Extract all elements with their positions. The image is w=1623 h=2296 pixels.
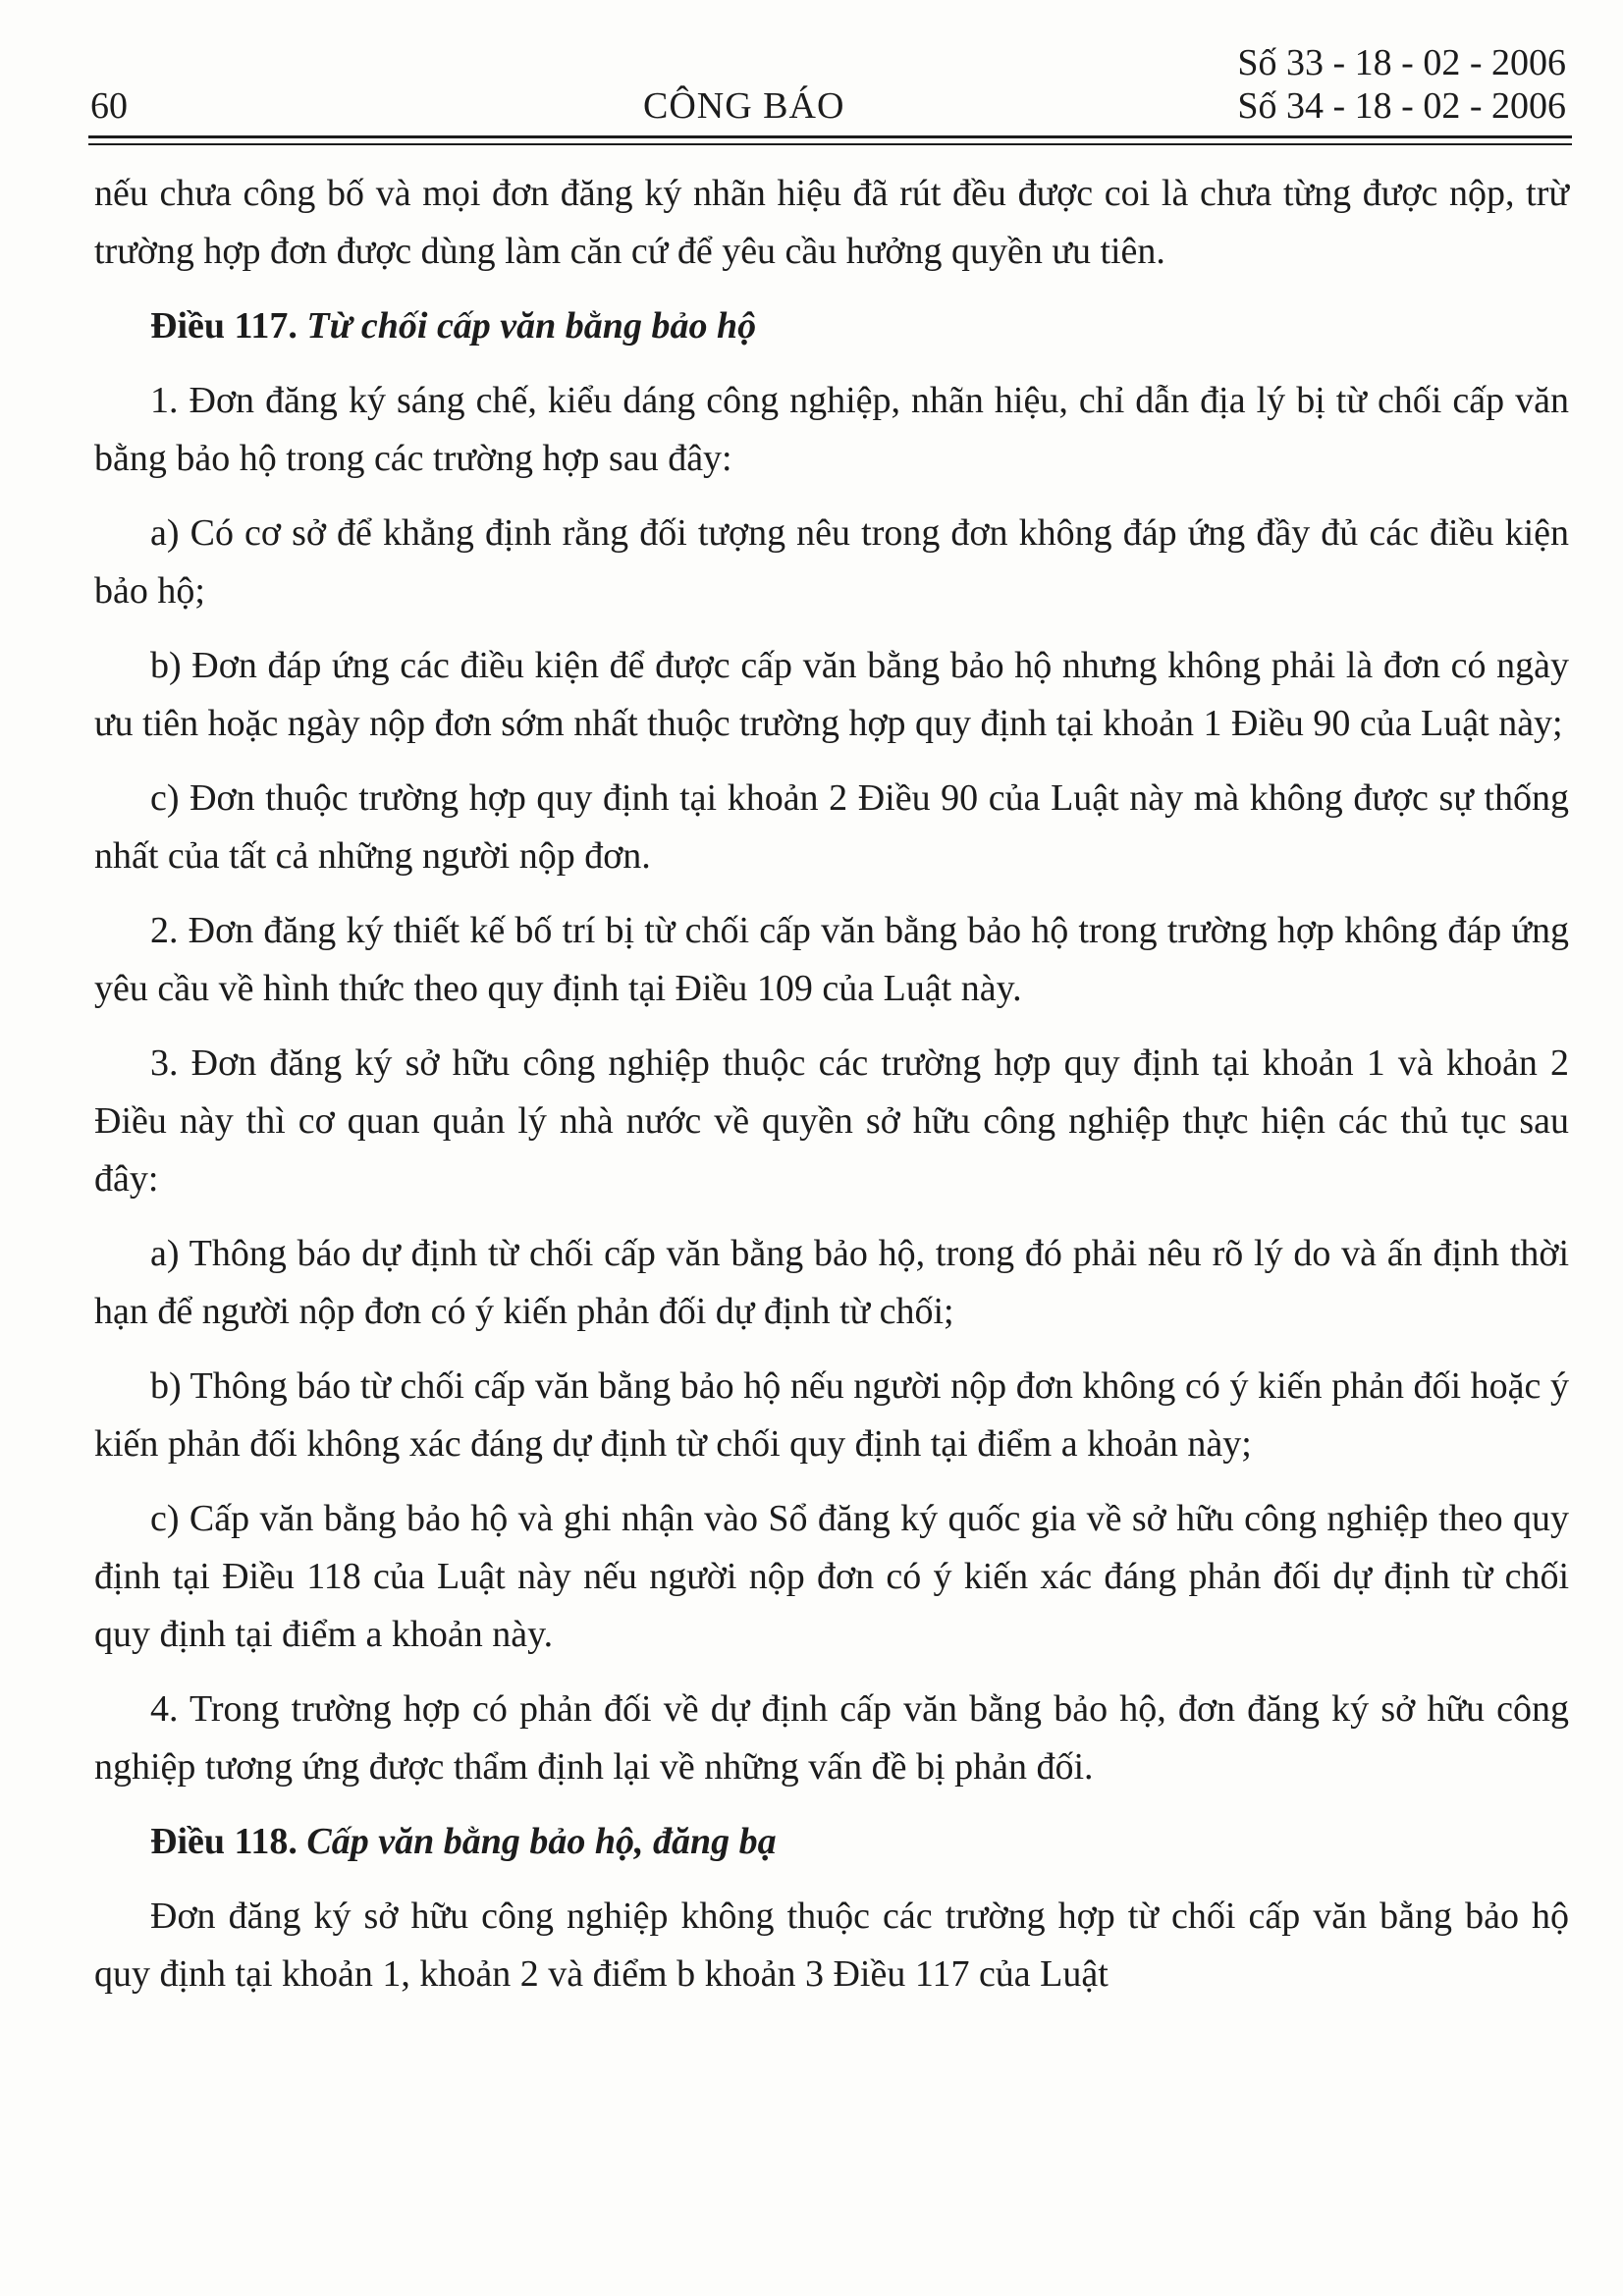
article-number: Điều 117.	[150, 305, 298, 347]
article-117-heading	[94, 297, 1569, 355]
publication-title: CÔNG BÁO	[643, 85, 845, 127]
article-118-paragraph: Đơn đăng ký sở hữu công nghiệp không thuộc các trường hợp từ chối cấp văn bằng bảo hộ quy định tại khoản 1, khoản 2 và điểm b khoản 3 Điều 117 của Luật	[94, 1896, 1569, 1995]
clause-2: 2. Đơn đăng ký thiết kế bố trí bị từ chối cấp văn bằng bảo hộ trong trường hợp không đáp ứng yêu cầu về hình thức theo quy định tại Điều 109 của Luật này.	[94, 910, 1569, 1009]
clause-3-point-c: c) Cấp văn bằng bảo hộ và ghi nhận vào Sổ đăng ký quốc gia về sở hữu công nghiệp theo quy định tại Điều 118 của Luật này nếu người nộp đơn có ý kiến xác đáng phản đối dự định từ chối quy định tại điểm a khoản này.	[94, 1498, 1569, 1655]
document-body	[94, 165, 1569, 2020]
clause-1: 1. Đơn đăng ký sáng chế, kiểu dáng công nghiệp, nhãn hiệu, chỉ dẫn địa lý bị từ chối cấp văn bằng bảo hộ trong các trường hợp sau đây:	[94, 380, 1569, 479]
clause-3-point-b: b) Thông báo từ chối cấp văn bằng bảo hộ nếu người nộp đơn không có ý kiến phản đối hoặc ý kiến phản đối không xác đáng dự định từ chối quy định tại điểm a khoản này;	[94, 1365, 1569, 1465]
article-title: Cấp văn bằng bảo hộ, đăng bạ	[306, 1821, 777, 1862]
issue-number-2: Số 34 - 18 - 02 - 2006	[1237, 85, 1566, 127]
paragraph-continued: nếu chưa công bố và mọi đơn đăng ký nhãn hiệu đã rút đều được coi là chưa từng được nộp, trừ trường hợp đơn được dùng làm căn cứ để yêu cầu hưởng quyền ưu tiên.	[94, 173, 1569, 272]
article-title: Từ chối cấp văn bằng bảo hộ	[306, 305, 757, 347]
article-number: Điều 118.	[150, 1821, 298, 1862]
header-rule-thin	[88, 143, 1572, 145]
clause-1-point-b: b) Đơn đáp ứng các điều kiện để được cấp văn bằng bảo hộ nhưng không phải là đơn có ngày ưu tiên hoặc ngày nộp đơn sớm nhất thuộc trường hợp quy định tại khoản 1 Điều 90 của Luật này;	[94, 645, 1569, 744]
clause-4: 4. Trong trường hợp có phản đối về dự định cấp văn bằng bảo hộ, đơn đăng ký sở hữu công nghiệp tương ứng được thẩm định lại về những vấn đề bị phản đối.	[94, 1688, 1569, 1788]
clause-3-point-a: a) Thông báo dự định từ chối cấp văn bằng bảo hộ, trong đó phải nêu rõ lý do và ấn định thời hạn để người nộp đơn có ý kiến phản đối dự định từ chối;	[94, 1233, 1569, 1332]
header-rule-thick	[88, 135, 1572, 138]
issue-number-1: Số 33 - 18 - 02 - 2006	[1237, 42, 1566, 83]
page-number: 60	[90, 85, 128, 127]
clause-1-point-c: c) Đơn thuộc trường hợp quy định tại khoản 2 Điều 90 của Luật này mà không được sự thống nhất của tất cả những người nộp đơn.	[94, 777, 1569, 877]
clause-1-point-a: a) Có cơ sở để khẳng định rằng đối tượng nêu trong đơn không đáp ứng đầy đủ các điều kiện bảo hộ;	[94, 512, 1569, 612]
article-118-heading	[94, 1813, 1569, 1871]
clause-3: 3. Đơn đăng ký sở hữu công nghiệp thuộc các trường hợp quy định tại khoản 1 và khoản 2 Điều này thì cơ quan quản lý nhà nước về quyền sở hữu công nghiệp thực hiện các thủ tục sau đây:	[94, 1042, 1569, 1200]
